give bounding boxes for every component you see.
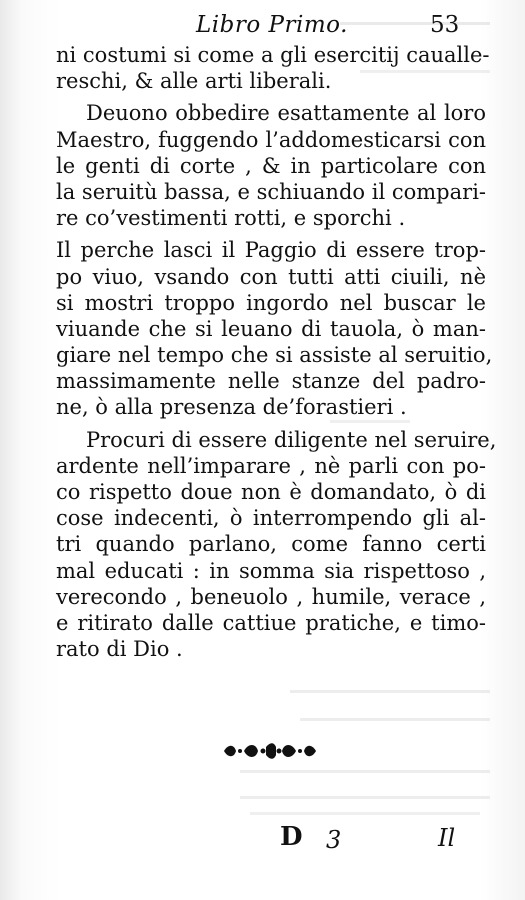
paragraph-1 [56, 42, 490, 94]
paragraph-4 [56, 427, 497, 663]
text-line: Deuono obbedire esattamente al loro [86, 101, 486, 126]
running-title: Libro Primo. [196, 12, 348, 38]
text-line: Maestro, fuggendo l’addomesticarsi con [56, 127, 486, 152]
text-line: massimamente nelle stanze del padro- [56, 369, 486, 394]
body-text [56, 42, 497, 662]
signature-number: 3 [326, 826, 342, 854]
text-line: la seruitù bassa, e schiuando il compari- [56, 179, 486, 204]
text-line: po viuo, vsando con tutti atti ciuili, nè [56, 264, 486, 289]
text-line: re co’vestimenti rotti, e sporchi . [56, 206, 406, 231]
text-line: giare nel tempo che si assiste al seruitio, [56, 343, 493, 368]
paragraph-2 [56, 100, 486, 231]
text-line: e ritirato dalle cattiue pratiche, e timo- [56, 610, 486, 635]
paragraph-3 [56, 237, 493, 420]
text-line: co rispetto doue non è domandato, ò di [56, 480, 486, 504]
text-line: viuande che si leuano di tauola, ò man- [56, 316, 486, 341]
text-line: Il perche lasci il Paggio di essere trop- [56, 238, 486, 263]
text-line: ne, ò alla presenza de’forastieri . [56, 395, 407, 420]
text-line: tri quando parlano, come fanno certi [56, 532, 486, 557]
text-line: verecondo , beneuolo , humile, verace , [56, 584, 486, 609]
text-line: rato di Dio . [56, 637, 183, 662]
text-line: reschi, & alle arti liberali. [56, 69, 332, 94]
catchword: Il [438, 824, 456, 852]
text-line: ni costumi si come a gli esercitij caualle- [56, 43, 490, 67]
text-line: Procuri di essere diligente nel seruire, [86, 427, 497, 452]
page-number: 53 [430, 12, 460, 38]
signature-mark: D [280, 822, 303, 852]
text-line: cose indecenti, ò interrompendo gli al- [56, 506, 486, 531]
text-line: le genti di corte , & in particolare con [56, 153, 486, 178]
text-line: ardente nell’imparare , nè parli con po- [56, 453, 486, 478]
printers-ornament [220, 738, 320, 764]
text-line: mal educati : in somma sia rispettoso , [56, 558, 486, 583]
page-header [0, 10, 525, 44]
text-line: si mostri troppo ingordo nel buscar le [56, 290, 486, 315]
page-footer [0, 822, 525, 862]
